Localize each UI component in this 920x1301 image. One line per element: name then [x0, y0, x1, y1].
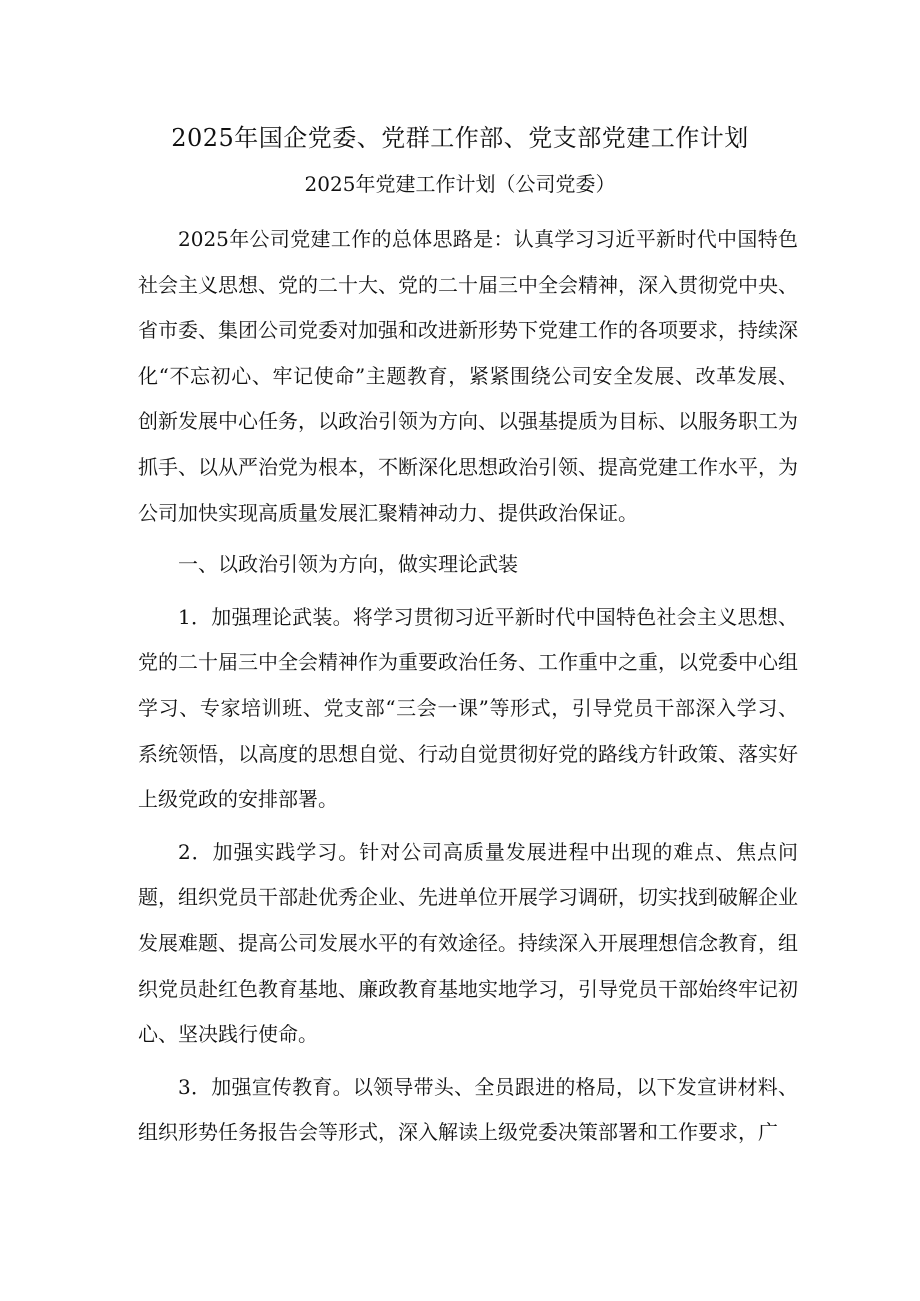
document-body — [138, 217, 798, 1156]
document-subtitle: 2025年党建工作计划（公司党委） — [304, 172, 616, 196]
item-paragraph-2: 2．加强实践学习。针对公司高质量发展进程中出现的难点、焦点问题，组织党员干部赴优秀企业、先进单位开展学习调研，切实找到破解企业发展难题、提高公司发展水平的有效途径。持续深入开展理想信念教育，组织党员赴红色教育基地、廉政教育基地实地学习，引导党员干部始终牢记初心、坚决践行使命。 — [138, 839, 798, 1047]
document-title: 2025年国企党委、党群工作部、党支部党建工作计划 — [171, 124, 749, 152]
item-paragraph-1: 1．加强理论武装。将学习贯彻习近平新时代中国特色社会主义思想、党的二十届三中全会精神作为重要政治任务、工作重中之重，以党委中心组学习、专家培训班、党支部“三会一课”等形式，引导党员干部深入学习、系统领悟，以高度的思想自觉、行动自觉贯彻好党的路线方针政策、落实好上级党政的安排部署。 — [138, 604, 798, 812]
intro-paragraph: 2025年公司党建工作的总体思路是：认真学习习近平新时代中国特色社会主义思想、党的二十大、党的二十届三中全会精神，深入贯彻党中央、省市委、集团公司党委对加强和改进新形势下党建工作的各项要求，持续深化“不忘初心、牢记使命”主题教育，紧紧围绕公司安全发展、改革发展、创新发展中心任务，以政治引领为方向、以强基提质为目标、以服务职工为抓手、以从严治党为根本，不断深化思想政治引领、提高党建工作水平，为公司加快实现高质量发展汇聚精神动力、提供政治保证。 — [138, 227, 798, 525]
item-paragraph-3: 3．加强宣传教育。以领导带头、全员跟进的格局，以下发宣讲材料、组织形势任务报告会等形式，深入解读上级党委决策部署和工作要求，广 — [138, 1074, 798, 1145]
section-heading-1: 一、以政治引领为方向，做实理论武装 — [178, 552, 518, 577]
